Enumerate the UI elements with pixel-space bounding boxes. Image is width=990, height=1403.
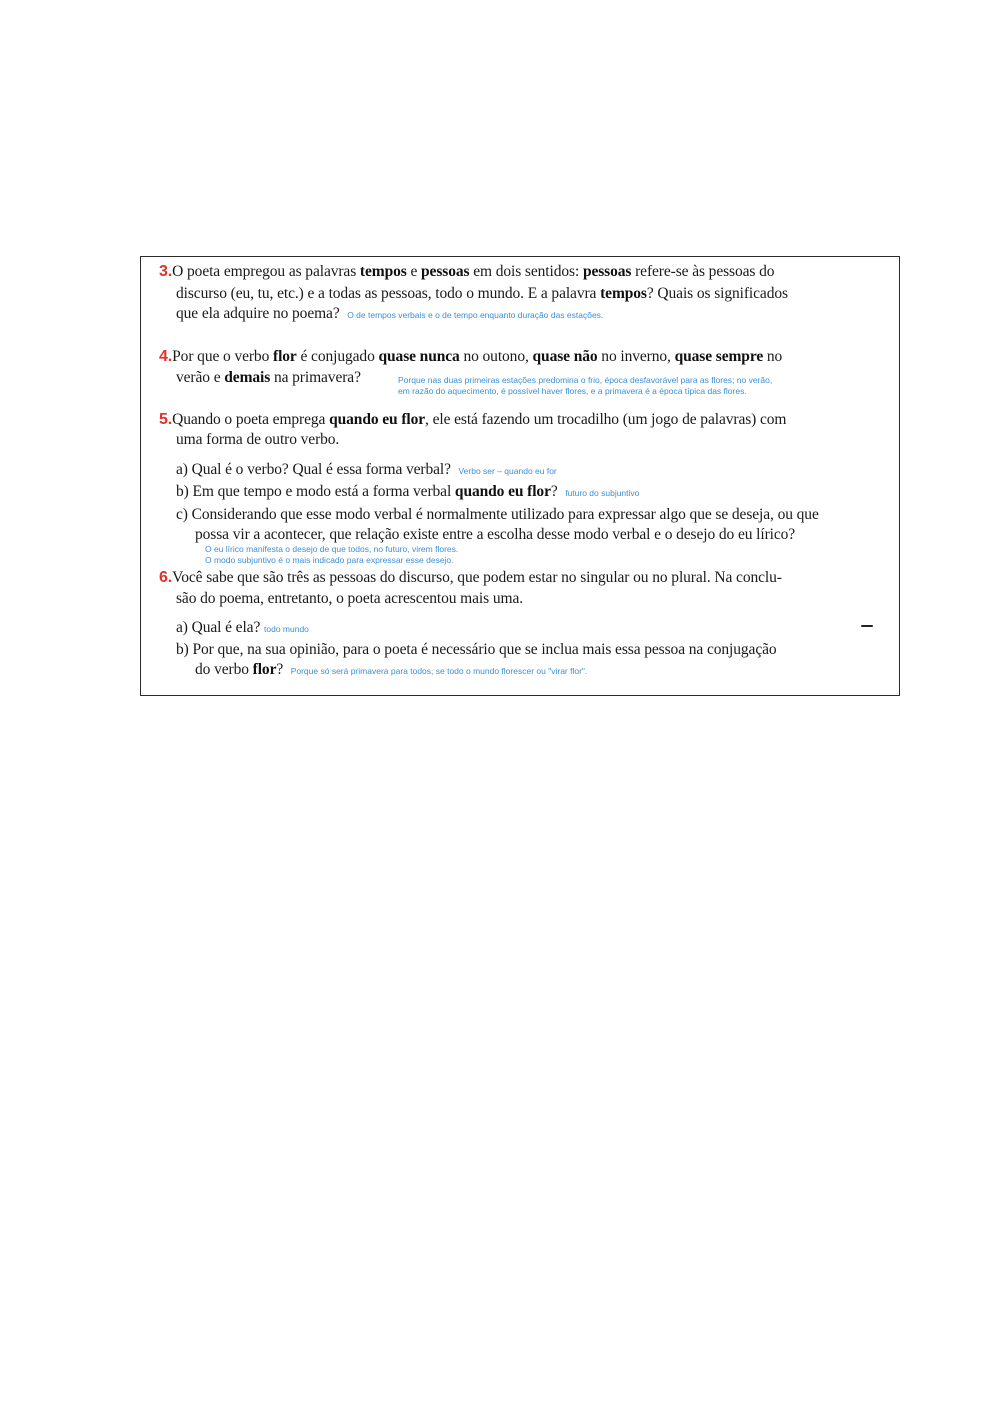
q5c-line-2: possa vir a acontecer, que relação existe entre a escolha desse modo verbal e o desejo do eu lírico? xyxy=(195,526,796,543)
q5c-answer-1: O eu lírico manifesta o desejo de que todos, no futuro, virem flores. xyxy=(205,544,459,554)
q6b-line-2: do verbo flor? Porque só será primavera para todos, se todo o mundo florescer ou "virar flor". xyxy=(195,661,588,678)
q5c-answer-2: O modo subjuntivo é o mais indicado para expressar esse desejo. xyxy=(205,555,454,565)
q4-number: 4. xyxy=(159,348,173,365)
q6-line-1: 6.Você sabe que são três as pessoas do discurso, que podem estar no singular ou no plural. Na conclu- xyxy=(159,569,782,586)
q5-number: 5. xyxy=(159,411,173,428)
pen-mark xyxy=(861,625,873,627)
q5c-line-1: c) Considerando que esse modo verbal é normalmente utilizado para expressar algo que se deseja, ou que xyxy=(176,506,819,523)
q6a-answer: todo mundo xyxy=(264,624,309,634)
q6b-line-1: b) Por que, na sua opinião, para o poeta é necessário que se inclua mais essa pessoa na conjugação xyxy=(176,641,777,658)
q3-line-3: que ela adquire no poema? O de tempos verbais e o de tempo enquanto duração das estações. xyxy=(176,305,604,322)
q3-answer: O de tempos verbais e o de tempo enquanto duração das estações. xyxy=(347,310,604,320)
q6b-answer: Porque só será primavera para todos, se todo o mundo florescer ou "virar flor". xyxy=(290,666,588,676)
q3-number: 3. xyxy=(159,263,173,280)
q4-line-2: verão e demais na primavera? xyxy=(176,369,361,386)
exercise-box xyxy=(140,256,900,696)
q5a-line: a) Qual é o verbo? Qual é essa forma verbal? Verbo ser – quando eu for xyxy=(176,461,557,478)
q6-number: 6. xyxy=(159,569,173,586)
q6-line-2: são do poema, entretanto, o poeta acrescentou mais uma. xyxy=(176,590,523,607)
q5b-answer: futuro do subjuntivo xyxy=(565,488,640,498)
q3-line-2: discurso (eu, tu, etc.) e a todas as pessoas, todo o mundo. E a palavra tempos? Quais os significados xyxy=(176,285,788,302)
q6a-line: a) Qual é ela? todo mundo xyxy=(176,619,309,636)
q5-line-2: uma forma de outro verbo. xyxy=(176,431,340,448)
q4-answer-1: Porque nas duas primeiras estações predomina o frio, época desfavorável para as flores; no verão, xyxy=(398,375,773,385)
q4-answer-2: em razão do aquecimento, é possível haver flores, e a primavera é a época típica das flores. xyxy=(398,386,747,396)
q5-line-1: 5.Quando o poeta emprega quando eu flor, ele está fazendo um trocadilho (um jogo de palavras) com xyxy=(159,411,787,428)
q4-line-1: 4.Por que o verbo flor é conjugado quase nunca no outono, quase não no inverno, quase sempre no xyxy=(159,348,783,365)
q5a-answer: Verbo ser – quando eu for xyxy=(458,466,557,476)
q5b-line: b) Em que tempo e modo está a forma verbal quando eu flor? futuro do subjuntivo xyxy=(176,483,640,500)
q3-line-1: 3.O poeta empregou as palavras tempos e pessoas em dois sentidos: pessoas refere-se às pessoas do xyxy=(159,263,775,280)
